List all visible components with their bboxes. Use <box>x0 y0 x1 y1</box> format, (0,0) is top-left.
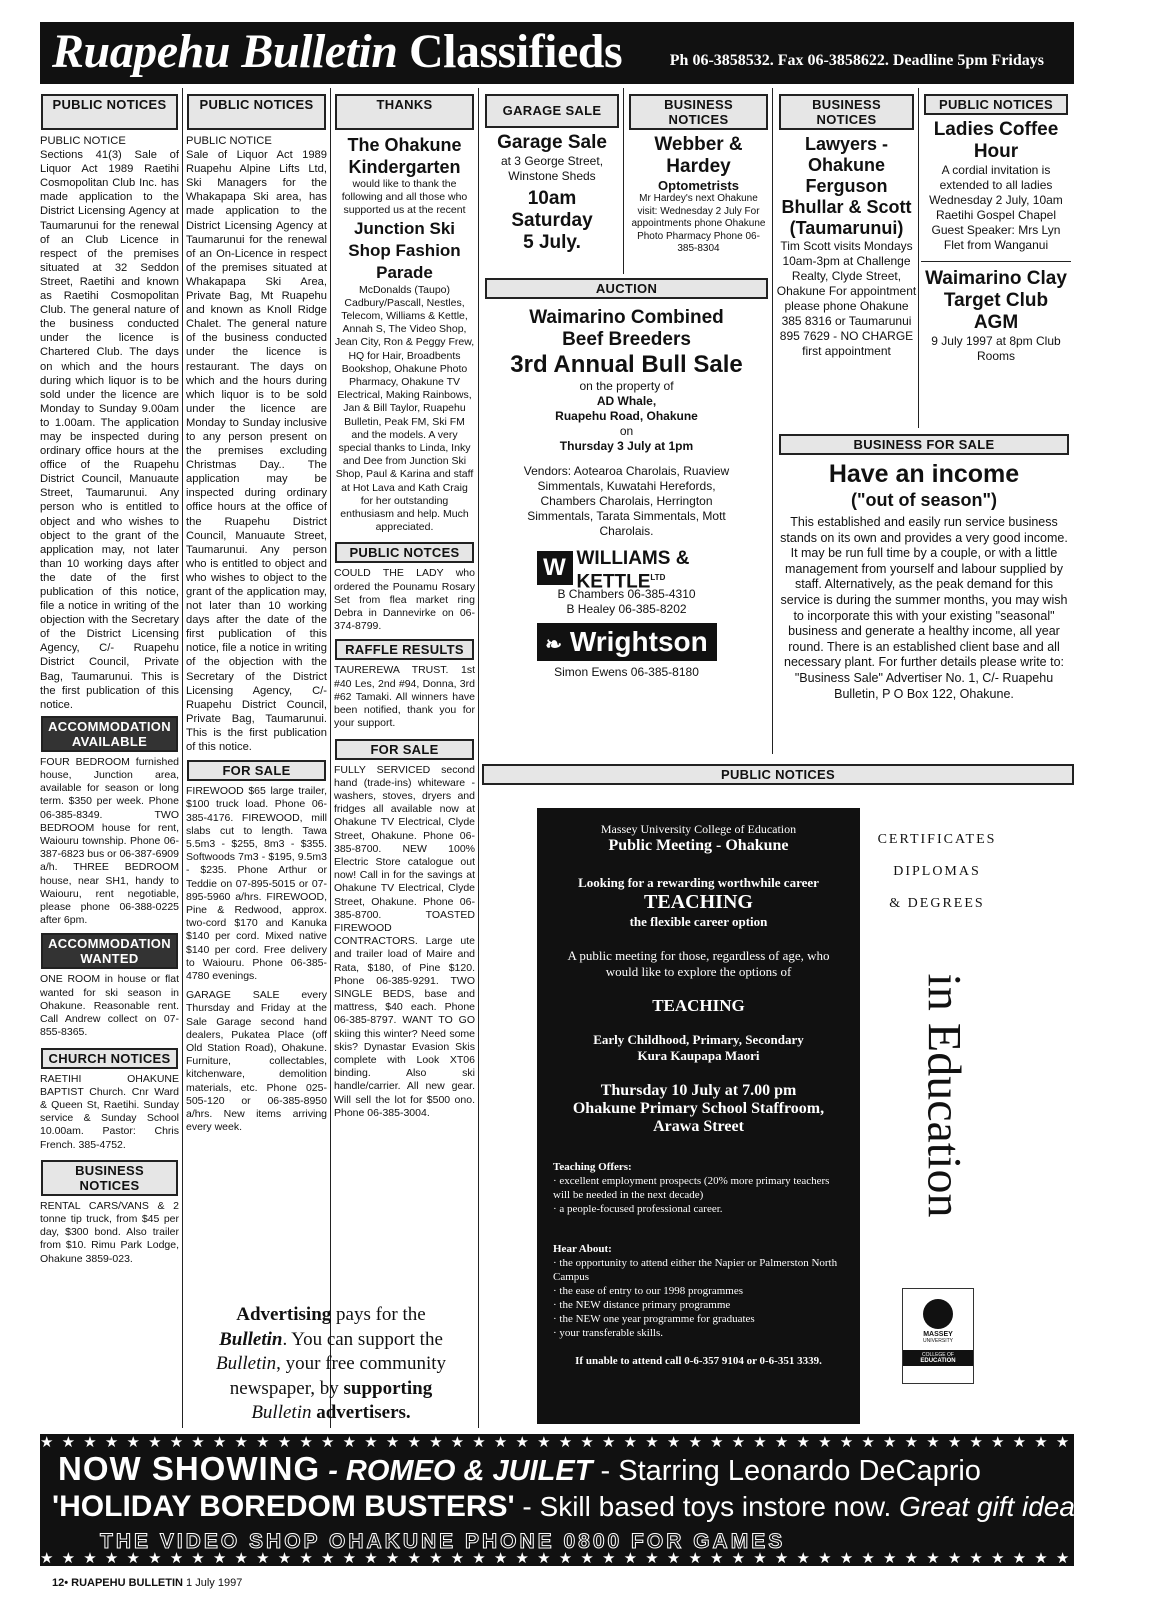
bizsale-text: This established and easily run service business stands on its own and provides a very good income. It may be run full time by a couple, or with a little management from yourself and labour supplied by staff. Alternatively, as the peak demand for this service is during the summer months, you may wish to incorporate this with your existing "seasonal" business and generate a healthy income, all year round. There is an established client base and all necessary plant. For further details please write to: "Business Sale" Advertiser No. 1, C/- Ruapehu Bulletin, P O Box 122, Ohakune. <box>780 515 1068 701</box>
ladies-title: Ladies Coffee Hour <box>933 119 1059 162</box>
auction-title: Waimarino Combined <box>529 307 724 328</box>
massey-in-education: in Education <box>917 973 971 1218</box>
column-divider <box>182 88 183 1428</box>
accommodation-wanted-text: ONE ROOM in house or flat wanted for ski season in Ohakune. Reasonable rent. Call Andrew collect on 07-855-8365. <box>40 973 179 1039</box>
massey-meeting-ad <box>537 808 860 1424</box>
ladies-coffee-ad <box>921 92 1071 428</box>
for-sale-text: FULLY SERVICED second hand (trade-ins) whiteware - washers, stoves, dryers and fridges all available now at Ohakune TV Electrical, Clyde Street, Ohakune. Phone 06-385-8700. NEW 100% Electric Store catalogue out now! Call in for the savings at Ohakune TV Electrical, Clyde Street, Ohakune. Phone 06-385-8700. TOASTED FIREWOOD CONTRACTORS. Large ute and trailer load of Maire and Rata, $180, of Pine $120. Phone 06-385-9291. TWO SINGLE BEDS, base and mattress, $40 each. Phone 06-385-8797. WANT TO GO skiing this winter? Need some skis? Dynastar Evasion Skis complete with Look XT06 binding. Also ski handle/carrier. All new gear. Will sell the lot for $500 ono. Phone 06-385-3004. <box>334 763 475 1119</box>
wk-logo-text: WILLIAMS & KETTLE <box>576 548 690 593</box>
column-2 <box>184 92 329 1302</box>
massey-offer-item: · a people-focused professional career. <box>553 1203 723 1215</box>
garage-title: Garage Sale <box>497 132 607 153</box>
massey-hear-text: your transferable skills. <box>559 1327 663 1339</box>
garage-date: 5 July. <box>523 232 581 253</box>
section-heading: FOR SALE <box>187 760 326 781</box>
webber-text: Mr Hardey's next Ohakune visit: Wednesday 2 July For appointments phone Ohakune Photo Pharmacy Phone 06-385-8304 <box>631 193 766 254</box>
column-divider <box>918 88 919 428</box>
ladies-text: A cordial invitation is extended to all ladies Wednesday 2 July, 10am Raetihi Gospel Chapel Guest Speaker: Mrs Lyn Flet from Wanganui <box>929 163 1063 252</box>
bizsale-title: Have an income <box>828 460 1020 488</box>
footer-date: 1 July 1997 <box>186 1577 243 1589</box>
section-heading: BUSINESS NOTICES <box>41 1160 178 1196</box>
wk-mark-icon: W <box>537 551 573 585</box>
section-heading: CHURCH NOTICES <box>41 1048 178 1069</box>
webber-title: Webber & Hardey <box>654 134 743 177</box>
auction-contact: B Chambers 06-385-4310 <box>557 587 696 601</box>
wrightson-mark-icon: ❧ <box>545 634 563 656</box>
massey-when: Thursday 10 July at 7.00 pm <box>600 1082 797 1099</box>
section-heading: BUSINESS NOTICES <box>779 94 914 130</box>
auction-text: on the property of <box>579 379 674 393</box>
massey-offer-text: a people-focused professional career. <box>559 1203 723 1215</box>
advertising-emphasis: Bulletin <box>215 1353 277 1374</box>
massey-crest-icon <box>923 1299 953 1329</box>
notice-intro: PUBLIC NOTICE <box>186 135 272 147</box>
advertising-emphasis: advertisers. <box>311 1402 411 1423</box>
accommodation-available-text: FOUR BEDROOM furnished house, Junction area, available for season or long term. $350 per week. Phone 06-385-8349. TWO BEDROOM house for rent, Waiouru township. Phone 06-387-6823 bus or 06-387-6909 a/h. THREE BEDROOM house, near SH1, handy to Waiouru, rent negotiable, please phone 06-388-0225 after 6pm. <box>40 755 179 927</box>
advertising-text: newspaper, by <box>229 1377 344 1399</box>
section-heading: ACCOMMODATION AVAILABLE <box>41 716 178 752</box>
thanks-event: Junction Ski Shop Fashion Parade <box>348 218 461 282</box>
massey-hear-text: the opportunity to attend either the Napier or Palmerston North Campus <box>553 1257 838 1283</box>
section-heading: THANKS <box>335 94 474 130</box>
wk-ltd: LTD <box>650 573 666 582</box>
business-notice-text: RENTAL CARS/VANS & 2 tonne tip truck, from $45 per day, $300 bond. Also trailer from $10. Rimu Park Lodge, Ohakune 3859-023. <box>40 1199 179 1265</box>
banner-toys: - Skill based toys instore now. <box>514 1491 892 1522</box>
auction-title-main: 3rd Annual Bull Sale <box>510 351 743 378</box>
auction-contact: Simon Ewens 06-385-8180 <box>554 665 699 679</box>
advertising-emphasis: Bulletin <box>219 1328 283 1350</box>
massey-college: Massey University College of Education <box>600 822 797 836</box>
advertising-text: . You can support the <box>282 1328 443 1350</box>
garage-time: 10am <box>527 188 577 209</box>
masthead-title <box>52 24 622 79</box>
massey-logo-band <box>903 1350 973 1366</box>
church-notice-text: RAETIHI OHAKUNE BAPTIST Church. Cnr Ward & Queen St, Raetihi. Sunday service & Sunday School 10.00am. Pastor: Chris French. 385-4752. <box>40 1072 179 1151</box>
massey-qualifications-panel <box>862 808 1012 1424</box>
advertising-emphasis: Bulletin <box>251 1402 312 1423</box>
section-heading: GARAGE SALE <box>485 94 619 128</box>
liquor-notice-raetihi: Sections 41(3) Sale of Liquor Act 1989 Raetihi Cosmopolitan Club Inc. has made application to the District Licensing Agency at Taumarunui for the renewal of an Club Licence in respect of the premises situated at 32 Seddon Street, Raetihi and known as Raetihi Cosmopolitan Club. The general nature of the business conducted under the licence is Chartered Club. The days on which and the hours during which liquor is to be sold under the licence are Monday to Sunday 9.00am to 1.00am. The application may be inspected during ordinary office hours at the office of the Ruapehu District Council, Manuaute Street, Taumarunui. Any person who is entitled to object and who wishes to object to the grant of the application may, not later than 10 working days after the date of the first publication of this notice, file a notice in writing of the objection with the Secretary of the District Licensing Agency, C/- Ruapehu District Council, Private Bag, Taumarunui. This is the first publication of this notice. <box>40 149 179 711</box>
thanks-title: The Ohakune Kindergarten <box>347 135 462 177</box>
auction-title: Beef Breeders <box>562 329 691 350</box>
massey-teaching: TEACHING <box>644 891 753 913</box>
masthead-title-plain: Classifieds <box>408 25 623 78</box>
masthead-title-italic: Ruapehu Bulletin <box>52 25 398 78</box>
advertising-emphasis: Advertising <box>236 1304 332 1325</box>
wk-wordmark <box>577 549 717 591</box>
lawyers-ad <box>776 92 917 428</box>
section-heading: FOR SALE <box>335 739 474 760</box>
column-divider <box>623 88 624 274</box>
liquor-notice-ruapehu-alpine: Sale of Liquor Act 1989 Ruapehu Alpine Lifts Ltd, Ski Managers for the Whakapapa Ski area, has made application to the District Licensing Agency at Taumarunui for the renewal of an On-Licence in respect of the premises situated at Whakapapa Ski Area, Private Bag, Mt Ruapehu and known as Knoll Ridge Chalet. The general nature of the business conducted under the licence is restaurant. The days on which and the hours during which liquor is to be sold under the licence are Monday to Sunday inclusive to any person present on the premises excluding Christmas Day.. The application may be inspected during ordinary office hours at the office of the Ruapehu District Council, Manuaute Street, Taumarunui. Any person who is entitled to object and who wishes to object to the grant of the application may, not later than 10 working days after the date of the first publication of this notice, file a notice in writing of the objection with the Secretary of the District Licensing Agency, C/- Ruapehu District Council, Private Bag, Taumarunui. This is the first publication of this notice. <box>186 149 327 754</box>
massey-offers-heading: Teaching Offers: <box>553 1161 632 1173</box>
banner-line-1 <box>58 1450 981 1488</box>
banner-gift: Great gift ideas! <box>891 1491 1097 1522</box>
public-notice-text: COULD THE LADY who ordered the Pounamu Rosary Set from flea market ring Debra in Dannevirke on 06-374-8799. <box>334 567 475 633</box>
massey-meeting: Public Meeting - Ohakune <box>608 837 789 854</box>
advertising-note <box>186 1303 476 1428</box>
williams-kettle-logo <box>537 548 717 593</box>
thanks-list: McDonalds (Taupo) Cadbury/Pascall, Nestles, Telecom, Williams & Kettle, Annah S, The Video Shop, Jean City, Ron & Peggy Frew, HQ for Hair, Broadbents Bookshop, Ohakune Photo Pharmacy, Ohakune TV Electrical, Making Rainbows, Jan & Bill Taylor, Ruapehu Bulletin, Peak FM, Ski FM and the models. A very special thanks to Linda, Inky and Dee from Junction Ski Shop, Paul & Karina and staff at Hot Lava and Kath Craig for her outstanding enthusiasm and help. Much appreciated. <box>334 283 475 534</box>
section-heading: PUBLIC NOTICES <box>41 94 178 130</box>
massey-diplomas: DIPLOMAS <box>893 864 981 879</box>
banner-starring: - Starring Leonardo DeCaprio <box>592 1455 981 1487</box>
massey-hear-item: · the NEW one year programme for graduates <box>553 1313 755 1325</box>
banner-now-showing: NOW SHOWING <box>58 1450 321 1487</box>
massey-offers <box>553 1160 844 1368</box>
section-heading: AUCTION <box>485 278 768 299</box>
massey-levels: Early Childhood, Primary, Secondary <box>593 1032 804 1047</box>
banner-holiday: 'HOLIDAY BOREDOM BUSTERS' <box>52 1490 515 1523</box>
notice-intro: PUBLIC NOTICE <box>40 135 126 147</box>
column-3 <box>332 92 477 1302</box>
auction-road: Ruapehu Road, Ohakune <box>555 409 698 423</box>
for-sale-text: FIREWOOD $65 large trailer, $100 truck load. Phone 06-385-4176. FIREWOOD, mill slabs cut to length. Tawa 5.5m3 - $255, 8m3 - $355. Softwoods 7m3 - $195, 9.5m3 - $235. Phone Arthur or Teddie on 07-895-5015 or 07-895-5960 a/hrs. FIREWOOD, Pine & Redwood, approx. two-cord $170 and Kanuka $140 per cord. Mixed native $140 per cord. Free delivery to Waiouru. Phone 06-385-4780 evenings. <box>186 785 327 982</box>
thanks-text: would like to thank the following and all those who supported us at the recent <box>341 178 468 217</box>
advertising-text: , your free community <box>276 1353 447 1374</box>
garage-day: Saturday <box>511 210 593 231</box>
banner-line-2 <box>52 1490 1097 1524</box>
massey-logo-text: UNIVERSITY <box>922 1338 953 1344</box>
auction-date: Thursday 3 July at 1pm <box>559 439 694 453</box>
page-footer <box>52 1577 242 1589</box>
lawyers-title: Lawyers - Ohakune Ferguson Bhullar & Scott (Taumarunui) <box>781 134 912 238</box>
massey-certificates: CERTIFICATES <box>877 832 997 847</box>
massey-degrees: & DEGREES <box>889 896 985 911</box>
massey-hear-item: · the ease of entry to our 1998 programmes <box>553 1285 744 1297</box>
massey-in-education-wrap <box>884 948 984 1248</box>
column-1 <box>38 92 181 1428</box>
star-border-icon: ★ ★ ★ ★ ★ ★ ★ ★ ★ ★ ★ ★ ★ ★ ★ ★ ★ ★ ★ ★ ★ ★ ★ ★ ★ ★ ★ ★ ★ ★ ★ ★ ★ ★ ★ ★ ★ ★ ★ ★ ★ ★ ★ ★ ★ ★ ★ ★ ★ ★ ★ ★ <box>40 1434 1158 1451</box>
column-divider <box>772 88 773 754</box>
massey-levels: Kura Kaupapa Maori <box>637 1048 760 1063</box>
massey-looking: Looking for a rewarding worthwhile career <box>578 875 819 890</box>
auction-contact: B Healey 06-385-8202 <box>566 602 687 616</box>
auction-text: on <box>619 424 634 438</box>
column-divider <box>478 88 479 1428</box>
section-heading: RAFFLE RESULTS <box>335 639 474 660</box>
masthead-contact: Ph 06-3858532. Fax 06-3858622. Deadline 5pm Fridays <box>669 52 1044 69</box>
massey-hear-text: the ease of entry to our 1998 programmes <box>559 1285 744 1297</box>
club-title: Waimarino Clay Target Club AGM <box>925 268 1067 333</box>
webber-hardey-ad <box>626 92 771 272</box>
webber-sub: Optometrists <box>658 178 739 193</box>
raffle-results-text: TAUREREWA TRUST. 1st #40 Les, 2nd #94, Donna, 3rd #62 Tamaki. All winners have been notified, thank you for your support. <box>334 664 475 730</box>
advertising-text: pays for the <box>331 1304 426 1325</box>
massey-public: A public meeting for those, regardless of age, who would like to explore the options of <box>567 948 830 979</box>
massey-hear-heading: Hear About: <box>553 1243 612 1255</box>
banner-movie: - ROMEO & JUILET <box>320 1455 593 1487</box>
section-heading: PUBLIC NOTCES <box>335 542 474 563</box>
banner-video-shop: THE VIDEO SHOP OHAKUNE PHONE 0800 FOR GAMES <box>100 1530 786 1553</box>
massey-offer-text: excellent employment prospects (20% more primary teachers will be needed in the next decade) <box>553 1175 830 1201</box>
massey-hear-item: · your transferable skills. <box>553 1327 663 1339</box>
section-heading: PUBLIC NOTICES <box>924 94 1068 115</box>
massey-logo-text: COLLEGE OF <box>922 1352 954 1358</box>
section-heading: ACCOMMODATION WANTED <box>41 933 178 969</box>
massey-logo <box>902 1288 974 1384</box>
massey-flexible: the flexible career option <box>629 914 768 929</box>
massey-logo-text: EDUCATION <box>920 1358 956 1364</box>
advertising-emphasis: supporting <box>343 1377 433 1399</box>
garage-sale-text: GARAGE SALE every Thursday and Friday at the Sale Garage second hand dealers, Pukatea Place (off Old Station Road), Ohakune. Furniture, collectables, kitchenware, demolition materials, etc. Phone 025-505-120 or 06-385-8950 a/hrs. New items arriving every week. <box>186 989 327 1134</box>
column-divider <box>330 88 331 1428</box>
wrightson-logo-text: Wrightson <box>569 626 708 657</box>
garage-address: at 3 George Street, Winstone Sheds <box>500 154 604 183</box>
auction-vendors: Vendors: Aotearoa Charolais, Ruaview Simmentals, Kuwatahi Herefords, Chambers Charolais, Herrington Simmentals, Tarata Simmentals, Mott Charolais. <box>523 464 730 538</box>
auction-ad <box>482 276 771 754</box>
massey-offer-item: · excellent employment prospects (20% more primary teachers will be needed in the next decade) <box>553 1175 830 1201</box>
massey-hear-text: the NEW distance primary programme <box>559 1299 731 1311</box>
massey-hear-item: · the opportunity to attend either the Napier or Palmerston North Campus <box>553 1257 838 1283</box>
club-text: 9 July 1997 at 8pm Club Rooms <box>931 334 1061 363</box>
garage-sale-ad <box>482 92 622 272</box>
section-heading: BUSINESS NOTICES <box>629 94 768 130</box>
masthead <box>40 22 1074 84</box>
wrightson-logo <box>537 623 717 661</box>
massey-hear-text: the NEW one year programme for graduates <box>559 1313 755 1325</box>
star-border-icon: ★ ★ ★ ★ ★ ★ ★ ★ ★ ★ ★ ★ ★ ★ ★ ★ ★ ★ ★ ★ ★ ★ ★ ★ ★ ★ ★ ★ ★ ★ ★ ★ ★ ★ ★ ★ ★ ★ ★ ★ ★ ★ ★ ★ ★ ★ ★ ★ ★ ★ ★ ★ <box>40 1550 1158 1567</box>
footer-page: 12• RUAPEHU BULLETIN <box>52 1577 183 1589</box>
video-shop-banner <box>40 1434 1158 1567</box>
auction-owner: AD Whale, <box>596 394 657 408</box>
massey-where: Ohakune Primary School Staffroom, <box>572 1100 825 1117</box>
massey-teaching: TEACHING <box>652 996 745 1015</box>
massey-call: If unable to attend call 0-6-357 9104 or 0-6-351 3339. <box>575 1355 822 1367</box>
massey-hear-item: · the NEW distance primary programme <box>553 1299 731 1311</box>
massey-logo-text: MASSEY <box>923 1331 953 1338</box>
divider <box>921 261 1071 262</box>
lawyers-text: Tim Scott visits Mondays 10am-3pm at Challenge Realty, Clyde Street, Ohakune For appointment please phone Ohakune 385 8316 or Taumarunui 895 7629 - NO CHARGE first appointment <box>776 239 917 358</box>
section-heading: BUSINESS FOR SALE <box>779 434 1069 455</box>
massey-street: Arawa Street <box>653 1118 744 1135</box>
business-for-sale-ad <box>776 432 1072 754</box>
public-notices-banner: PUBLIC NOTICES <box>482 764 1074 785</box>
bizsale-sub: ("out of season") <box>850 490 998 510</box>
section-heading: PUBLIC NOTICES <box>187 94 326 130</box>
